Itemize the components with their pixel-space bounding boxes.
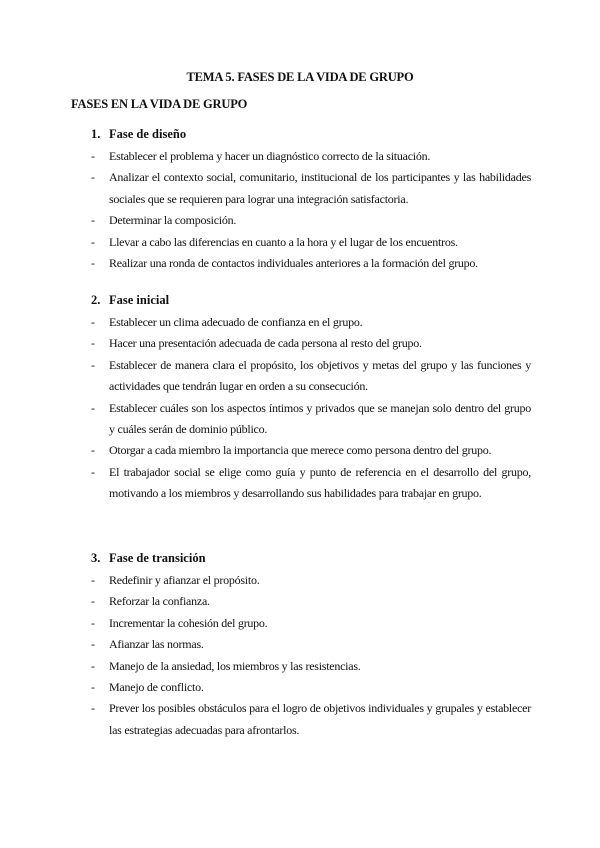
document-subtitle: FASES EN LA VIDA DE GRUPO <box>71 97 248 111</box>
list-item-text: Establecer de manera clara el propósito, los objetivos y metas del grupo y las funciones y actividades que tendrán lugar en orden a su consecución. <box>109 357 531 394</box>
list-item-text: Incrementar la cohesión del grupo. <box>109 615 268 630</box>
list-item <box>71 253 531 274</box>
section-heading-text: Fase de transición <box>109 551 206 565</box>
section-heading <box>71 548 531 568</box>
bullet-dash: - <box>91 400 95 415</box>
bullet-dash: - <box>91 149 95 163</box>
list-item <box>71 210 531 231</box>
section-heading <box>71 290 531 310</box>
list-item <box>71 333 531 354</box>
section-heading <box>71 124 531 144</box>
bullet-dash: - <box>91 680 95 695</box>
section-list <box>71 312 531 505</box>
bullet-dash: - <box>91 615 95 630</box>
list-item <box>71 312 531 333</box>
list-item-text: Realizar una ronda de contactos individuales anteriores a la formación del grupo. <box>109 256 478 271</box>
list-item-text: Manejo de conflicto. <box>109 680 204 695</box>
bullet-dash: - <box>91 573 95 587</box>
list-item <box>71 591 531 612</box>
document-title: TEMA 5. FASES DE LA VIDA DE GRUPO <box>186 70 414 84</box>
list-item-text: Otorgar a cada miembro la importancia que merece como persona dentro del grupo. <box>109 443 492 458</box>
list-item <box>71 146 531 167</box>
section-heading-text: Fase de diseño <box>109 127 187 141</box>
list-item-text: Llevar a cabo las diferencias en cuanto a la hora y el lugar de los encuentros. <box>109 234 458 249</box>
list-item-text: Establecer cuáles son los aspectos íntimos y privados que se manejan solo dentro del grupo y cuáles serán de dominio público. <box>109 400 531 437</box>
list-item-text: Hacer una presentación adecuada de cada persona al resto del grupo. <box>109 336 422 351</box>
list-item <box>71 698 531 741</box>
section-number: 3. <box>91 551 101 565</box>
list-item <box>71 677 531 698</box>
bullet-dash: - <box>91 336 95 351</box>
section-number: 2. <box>91 293 101 307</box>
bullet-dash: - <box>91 213 95 228</box>
section-fase-diseno <box>71 124 531 274</box>
list-item-text: Determinar la composición. <box>109 213 237 228</box>
bullet-dash: - <box>91 315 95 329</box>
list-item <box>71 398 531 441</box>
list-item-text: Redefinir y afianzar el propósito. <box>109 573 260 587</box>
bullet-dash: - <box>91 234 95 249</box>
list-item-text: Afianzar las normas. <box>109 637 204 652</box>
list-item <box>71 355 531 398</box>
section-list <box>71 570 531 741</box>
section-list <box>71 146 531 274</box>
section-heading-text: Fase inicial <box>109 293 170 307</box>
list-item <box>71 634 531 655</box>
list-item <box>71 167 531 210</box>
bullet-dash: - <box>91 357 95 372</box>
section-fase-transicion <box>71 548 531 741</box>
list-item <box>71 613 531 634</box>
list-item-text: El trabajador social se elige como guía y punto de referencia en el desarrollo del grupo, motivando a los miembros y desarrollando sus habilidades para trabajar en grupo. <box>109 464 531 501</box>
bullet-dash: - <box>91 464 95 479</box>
bullet-dash: - <box>91 594 95 609</box>
list-item <box>71 656 531 677</box>
bullet-dash: - <box>91 701 95 716</box>
list-item <box>71 440 531 461</box>
list-item-text: Reforzar la confianza. <box>109 594 210 609</box>
bullet-dash: - <box>91 256 95 271</box>
bullet-dash: - <box>91 443 95 458</box>
list-item <box>71 570 531 591</box>
list-item <box>71 232 531 253</box>
bullet-dash: - <box>91 658 95 673</box>
section-fase-inicial <box>71 290 531 505</box>
bullet-dash: - <box>91 637 95 652</box>
bullet-dash: - <box>91 170 95 185</box>
list-item-text: Analizar el contexto social, comunitario, institucional de los participantes y las habilidades sociales que se requieren para lograr una integración satisfactoria. <box>109 170 531 206</box>
section-number: 1. <box>91 127 101 141</box>
list-item-text: Establecer el problema y hacer un diagnóstico correcto de la situación. <box>109 149 431 163</box>
list-item-text: Establecer un clima adecuado de confianza en el grupo. <box>109 315 363 329</box>
list-item-text: Manejo de la ansiedad, los miembros y las resistencias. <box>109 658 361 673</box>
list-item <box>71 462 531 505</box>
list-item-text: Prever los posibles obstáculos para el logro de objetivos individuales y grupales y establecer las estrategias adecuadas para afrontarlos. <box>109 701 531 737</box>
